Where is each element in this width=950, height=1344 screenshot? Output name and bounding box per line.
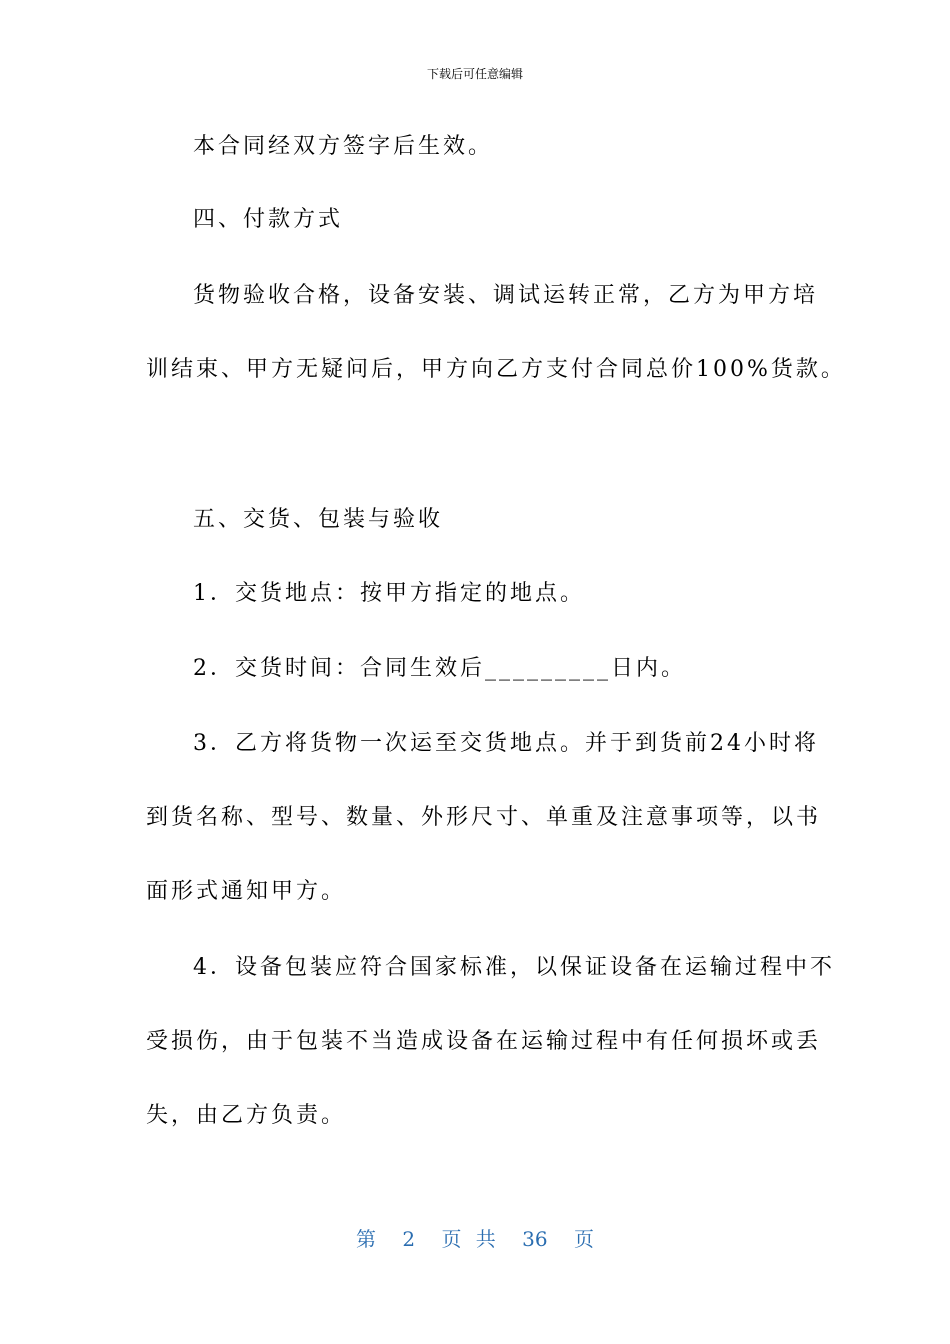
page-footer [0, 1226, 950, 1252]
paragraph-line: 失，由乙方负责。 [146, 1103, 347, 1128]
section-heading-delivery: 五、交货、包装与验收 [193, 507, 444, 532]
footer-middle: 页 共 [441, 1227, 496, 1251]
header-note: 下载后可任意编辑 [426, 67, 523, 81]
paragraph-line: 3．乙方将货物一次运至交货地点。并于到货前24小时将 [193, 731, 819, 756]
paragraph-line: 4．设备包装应符合国家标准，以保证设备在运输过程中不 [193, 955, 835, 980]
paragraph-line: 2．交货时间：合同生效后_________日内。 [193, 656, 686, 681]
footer-total-pages: 36 [522, 1227, 548, 1251]
paragraph-line: 受损伤，由于包装不当造成设备在运输过程中有任何损坏或丢 [146, 1029, 822, 1054]
paragraph-line: 货物验收合格，设备安装、调试运转正常，乙方为甲方培 [193, 283, 819, 308]
paragraph-line: 本合同经双方签字后生效。 [193, 134, 494, 159]
paragraph-line: 1．交货地点：按甲方指定的地点。 [193, 581, 585, 606]
paragraph-line: 面形式通知甲方。 [146, 879, 347, 904]
paragraph-line: 到货名称、型号、数量、外形尺寸、单重及注意事项等，以书 [146, 805, 822, 830]
paragraph-line: 训结束、甲方无疑问后，甲方向乙方支付合同总价100%货款。 [146, 357, 846, 382]
footer-prefix: 第 [356, 1227, 376, 1251]
footer-page-number: 2 [402, 1227, 416, 1251]
footer-suffix: 页 [573, 1227, 594, 1251]
section-heading-payment: 四、付款方式 [193, 207, 344, 232]
